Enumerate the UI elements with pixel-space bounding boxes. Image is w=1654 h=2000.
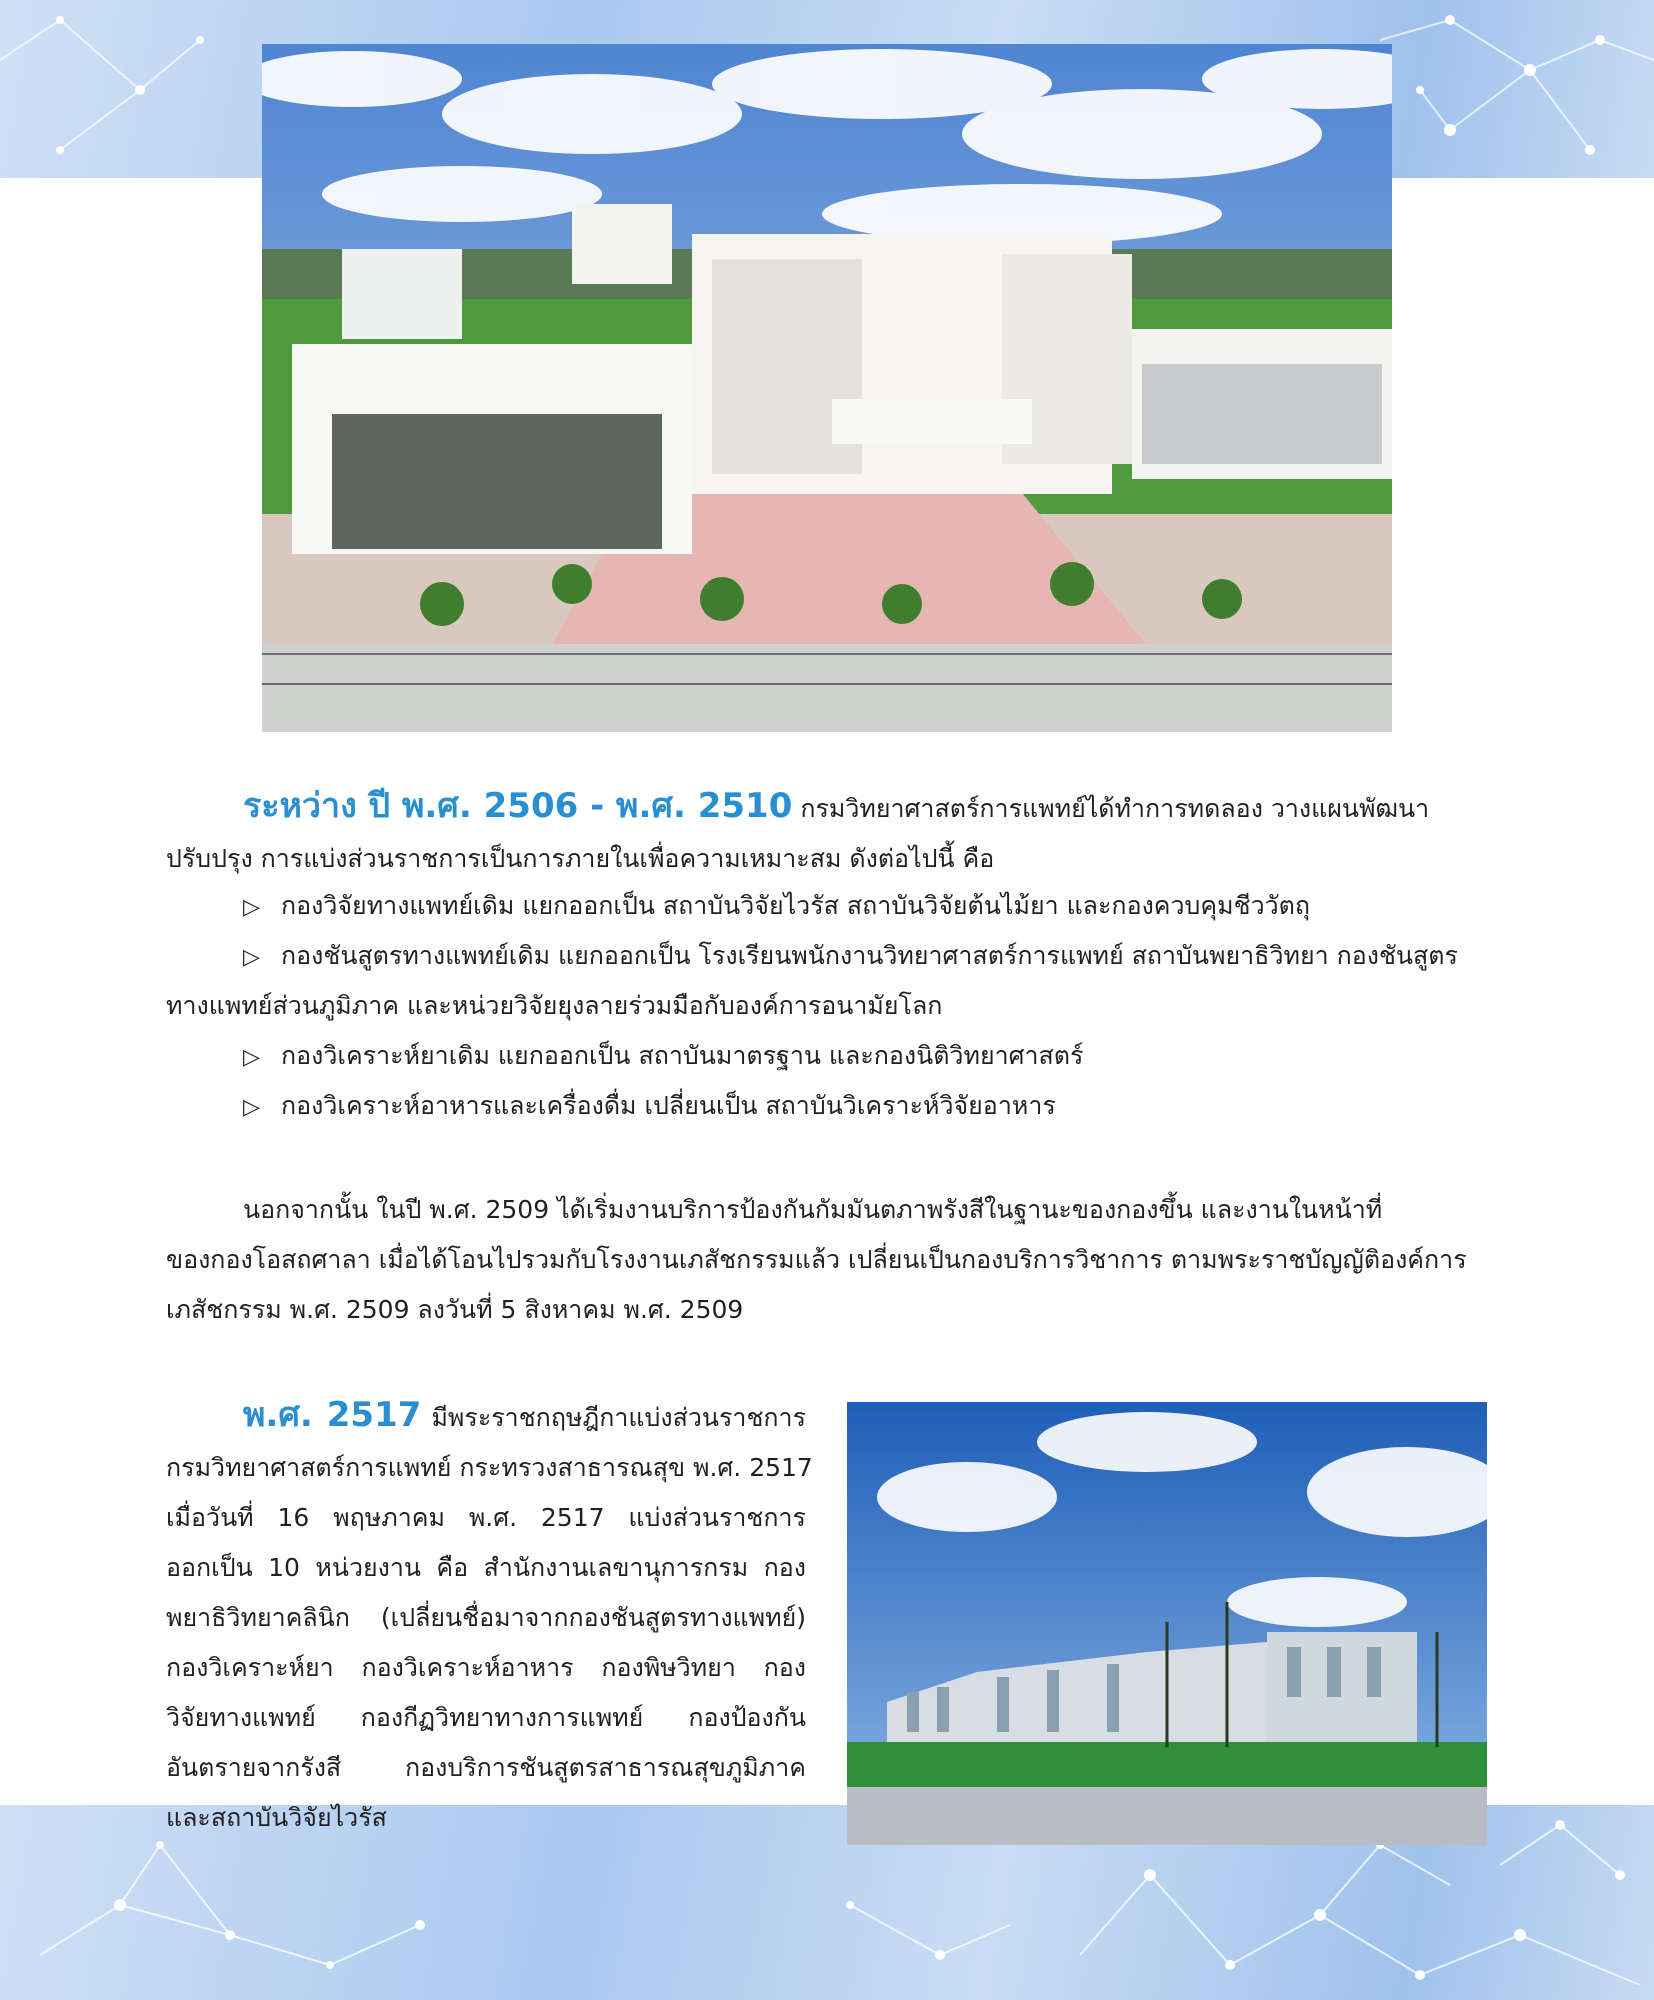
paragraph-text: วิจัยทางแพทย์ กองกีฏวิทยาทางการแพทย์ กองป้องกัน — [166, 1703, 806, 1732]
list-item-text: กองวิเคราะห์ยาเดิม แยกออกเป็น สถาบันมาตรฐาน และกองนิติวิทยาศาสตร์ — [281, 1041, 1084, 1070]
paragraph-text: กองวิเคราะห์ยา กองวิเคราะห์อาหาร กองพิษวิทยา กอง — [166, 1653, 806, 1682]
paragraph-text: มีพระราชกฤษฎีกาแบ่งส่วนราชการ — [431, 1403, 807, 1432]
paragraph-text: ออกเป็น 10 หน่วยงาน คือ สำนักงานเลขานุการกรม กอง — [166, 1553, 806, 1582]
list-item — [166, 881, 1488, 933]
side-building-photo — [847, 1402, 1487, 1845]
triangle-bullet-icon: ▷ — [243, 1045, 260, 1070]
paragraph-text: และสถาบันวิจัยไวรัส — [166, 1803, 387, 1832]
intro-text: กรมวิทยาศาสตร์การแพทย์ได้ทำการทดลอง วางแผนพัฒนา — [800, 794, 1430, 823]
building-aerial-image — [262, 44, 1392, 732]
paragraph-text: อันตรายจากรังสี กองบริการชันสูตรสาธารณสุขภูมิภาค — [166, 1753, 806, 1782]
list-item — [166, 1081, 1488, 1133]
triangle-bullet-icon: ▷ — [243, 1095, 260, 1120]
paragraph-2506-2510 — [166, 781, 1488, 884]
list-item-text: กองวิจัยทางแพทย์เดิม แยกออกเป็น สถาบันวิจัยไวรัส สถาบันวิจัยต้นไม้ยา และกองควบคุมชีววัตถุ — [281, 891, 1311, 920]
intro-text-continued: ปรับปรุง การแบ่งส่วนราชการเป็นการภายในเพื่อความเหมาะสม ดังต่อไปนี้ คือ — [166, 844, 995, 873]
list-item — [166, 1031, 1488, 1083]
list-item — [166, 931, 1488, 983]
paragraph-2509 — [166, 1185, 1488, 1335]
section-heading: ระหว่าง ปี พ.ศ. 2506 - พ.ศ. 2510 — [243, 786, 793, 826]
top-building-photo — [262, 44, 1392, 732]
list-item-text: กองวิเคราะห์อาหารและเครื่องดื่ม เปลี่ยนเป็น สถาบันวิเคราะห์วิจัยอาหาร — [281, 1091, 1056, 1120]
list-item-text: ทางแพทย์ส่วนภูมิภาค และหน่วยวิจัยยุงลายร่วมมือกับองค์การอนามัยโลก — [166, 991, 943, 1020]
paragraph-text: กรมวิทยาศาสตร์การแพทย์ กระทรวงสาธารณสุข พ.ศ. 2517 — [166, 1453, 813, 1482]
triangle-bullet-icon: ▷ — [243, 895, 260, 920]
paragraph-text: เภสัชกรรม พ.ศ. 2509 ลงวันที่ 5 สิงหาคม พ.ศ. 2509 — [166, 1295, 744, 1324]
paragraph-2517 — [166, 1390, 813, 1843]
section-heading: พ.ศ. 2517 — [243, 1395, 422, 1435]
paragraph-text: นอกจากนั้น ในปี พ.ศ. 2509 ได้เริ่มงานบริการป้องกันกัมมันตภาพรังสีในฐานะของกองขึ้น และงานในหน้าที่ — [243, 1195, 1383, 1224]
list-item-continued — [166, 981, 1488, 1031]
paragraph-text: ของกองโอสถศาลา เมื่อได้โอนไปรวมกับโรงงานเภสัชกรรมแล้ว เปลี่ยนเป็นกองบริการวิชาการ ตามพระราชบัญญัติองค์การ — [166, 1245, 1467, 1274]
paragraph-text: เมื่อวันที่ 16 พฤษภาคม พ.ศ. 2517 แบ่งส่วนราชการ — [166, 1503, 806, 1532]
building-image — [847, 1402, 1487, 1845]
list-item-text: กองชันสูตรทางแพทย์เดิม แยกออกเป็น โรงเรียนพนักงานวิทยาศาสตร์การแพทย์ สถาบันพยาธิวิทยา กองชันสูตร — [281, 941, 1458, 970]
paragraph-text: พยาธิวิทยาคลินิก (เปลี่ยนชื่อมาจากกองชันสูตรทางแพทย์) — [166, 1603, 806, 1632]
triangle-bullet-icon: ▷ — [243, 945, 260, 970]
